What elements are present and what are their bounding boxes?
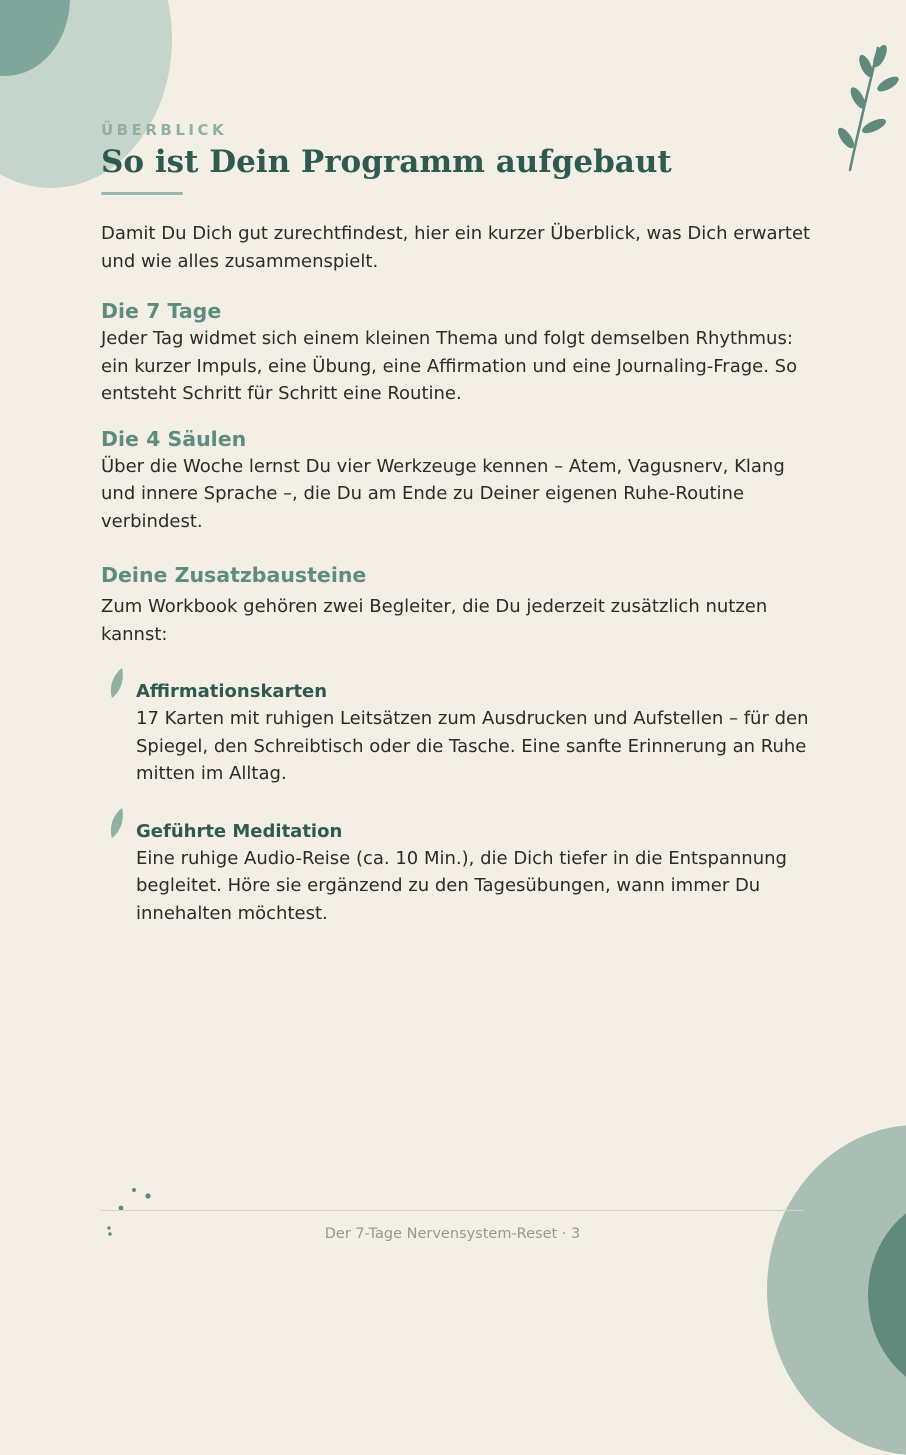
leaf-icon: [108, 666, 126, 700]
list-item-affirmationskarten: [101, 678, 816, 788]
item-title: Geführte Meditation: [136, 820, 343, 842]
section-7-tage: [101, 297, 816, 408]
section-4-saeulen: [101, 425, 816, 536]
list-item-gefuehrte-meditation: [101, 818, 816, 928]
section-text: Über die Woche lernst Du vier Werkzeuge kennen – Atem, Vagusnerv, Klang und innere Sprache –, die Du am Ende zu Deiner eigenen Ruhe-Routine verbindest.: [101, 455, 785, 532]
title-underline: [101, 192, 183, 195]
leaf-icon: [108, 806, 126, 840]
section-text: Zum Workbook gehören zwei Begleiter, die Du jederzeit zusätzlich nutzen kannst:: [101, 596, 768, 645]
intro-paragraph: Damit Du Dich gut zurechtfindest, hier ein kurzer Überblick, was Dich erwartet und wie alles zusammenspielt.: [101, 223, 811, 272]
section-heading: Die 7 Tage: [101, 299, 222, 323]
page-title: So ist Dein Programm aufgebaut: [101, 144, 672, 180]
page-footer: Der 7-Tage Nervensystem-Reset · 3: [324, 1226, 581, 1242]
page-content: [101, 120, 816, 927]
section-zusatzbausteine: [101, 561, 816, 648]
section-heading: Die 4 Säulen: [101, 426, 247, 451]
section-text: Jeder Tag widmet sich einem kleinen Thema und folgt demselben Rhythmus: ein kurzer Impuls, eine Übung, eine Affirmation und eine Journaling-Frage. So entsteht Schritt für Schritt eine Routine.: [101, 328, 798, 404]
item-text: Eine ruhige Audio-Reise (ca. 10 Min.), die Dich tiefer in die Entspannung begleitet. Höre sie ergänzend zu den Tagesübungen, wann immer Du innehalten möchtest.: [136, 847, 787, 924]
item-text: 17 Karten mit ruhigen Leitsätzen zum Ausdrucken und Aufstellen – für den Spiegel, den Schreibtisch oder die Tasche. Eine sanfte Erinnerung an Ruhe mitten im Alltag.: [136, 708, 809, 784]
eyebrow-label: ÜBERBLICK: [101, 121, 228, 139]
leaf-sprig-icon: [830, 40, 902, 178]
item-title: Affirmationskarten: [136, 681, 328, 702]
section-heading: Deine Zusatzbausteine: [101, 563, 367, 587]
footer-divider: [101, 1210, 804, 1211]
